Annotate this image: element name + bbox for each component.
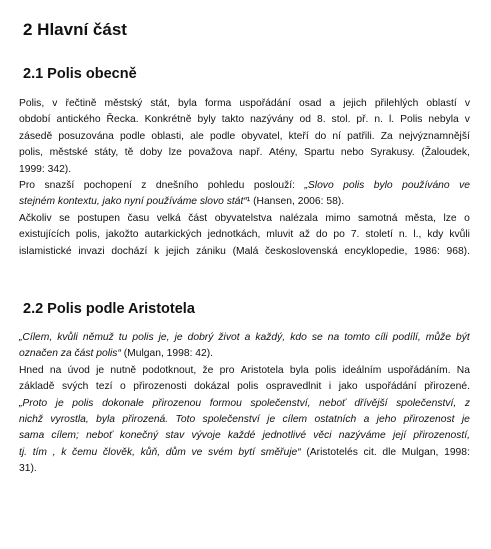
chapter-heading: 2 Hlavní část [23, 20, 127, 39]
section-heading-polis-aristotela: 2.2 Polis podle Aristotela [23, 301, 195, 317]
paragraph-line: polis, městské státy, tě doby lze považova např. Atény, Spartu nebo Syrakusy. (Žaloudek, [19, 147, 470, 159]
section-heading-polis-obecne: 2.1 Polis obecně [23, 66, 137, 82]
section-1-body [19, 96, 470, 260]
paragraph-line: zásedě posuzována podle oblasti, ale podle obyvatel, kteří do ní patřili. Za nejvýznamnější [19, 130, 470, 142]
paragraph-line-quote: „Cílem, kvůli němuž tu polis je, je dobrý život a každý, kdo se na tomto cíli podílí, může být [19, 332, 470, 343]
paragraph-line: Polis, v řečtině městský stát, byla forma uspořádání osad a jejich přilehlých oblastí v [19, 98, 470, 109]
paragraph-line: základě svých tezí o přirozenosti dokázal polis ospravedlnit i jako uspořádání přirozené. [19, 381, 470, 393]
section-2-body [19, 330, 470, 478]
paragraph-line-quote: Pro snazší pochopení z dnešního pohledu poslouží: „Slovo polis bylo používáno ve [19, 179, 470, 191]
paragraph-line-quote: stejném kontextu, jako nyní používáme slovo stát“¹ (Hansen, 2006: 58). [19, 196, 345, 208]
paragraph-line: období antického Řecka. Konkrétně byly takto nazývány od 8. stol. př. n. l. Polis nebyla v [19, 114, 470, 126]
paragraph-line: Ačkoliv se postupen času velká část obyvatelstva nalézala mimo samotná města, lze o [19, 212, 470, 224]
paragraph-line-quote: sama cílem; neboť konečný stav vývoje každé jednotlivé věci nazýváme její přirozeností, [19, 430, 470, 442]
paragraph-line: existujících polis, jakožto autarkických jednotkách, mluvit až do po 7. století n. l., kdy kvůli [19, 229, 470, 241]
paragraph-line: islamistické invazi dochází k jejich zániku (Malá československá encyklopedie, 1986: 968). [19, 245, 470, 257]
paragraph-line-quote: označen za část polis“ (Mulgan, 1998: 42). [19, 348, 214, 360]
paragraph-line-quote: tj. tím , k čemu člověk, kůň, dům ve svém bytí směřuje“ (Aristotelés cit. dle Mulgan, 1998: [19, 446, 470, 458]
paragraph-line: 31). [19, 463, 37, 475]
paragraph-line: Hned na úvod je nutně podotknout, že pro Aristotela byla polis ideálním uspořádáním. Na [19, 364, 470, 376]
paragraph-line: 1999: 342). [19, 163, 72, 175]
paragraph-line-quote: „Proto je polis dokonale přirozenou formou společenství, neboť dřívější společenství, z [19, 397, 470, 409]
paragraph-line-quote: nichž vyrostla, byla přirozená. Toto společenství je cílem ostatních a jeho přirozenost je [19, 413, 470, 425]
